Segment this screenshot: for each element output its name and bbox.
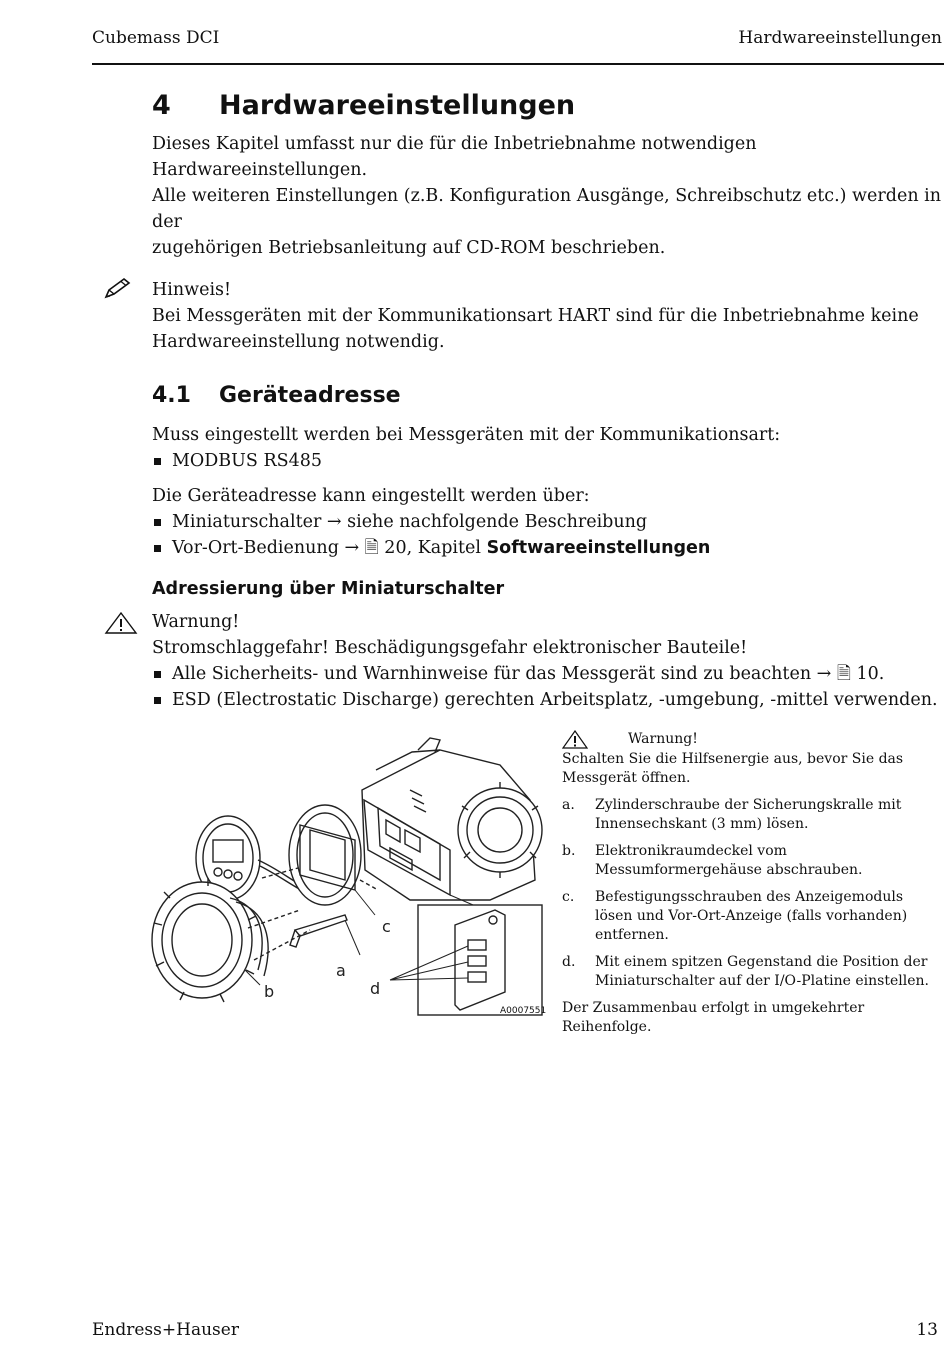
section-para-2: Die Geräteadresse kann eingestellt werden über: (152, 486, 590, 506)
subheading: Adressierung über Miniaturschalter (152, 579, 505, 599)
warning-heading: Warnung! (152, 612, 240, 632)
software-settings-ref: Softwareeinstellungen (486, 538, 711, 558)
step-label: d. (562, 954, 576, 970)
step-text: Befestigungsschrauben des Anzeigemoduls lösen und Vor-Ort-Anzeige (falls vorhanden) entfernen. (595, 889, 908, 943)
instruction-column (562, 730, 940, 1037)
header-product: Cubemass DCI (92, 28, 220, 48)
warning-line: Stromschlaggefahr! Beschädigungsgefahr elektronischer Bauteile! (152, 638, 748, 658)
list-item: Alle Sicherheits- und Warnhinweise für das Messgerät sind zu beachten → 🗎 10. (152, 661, 942, 687)
warning-triangle-icon (104, 611, 138, 639)
intro-line-2: Alle weiteren Einstellungen (z.B. Konfiguration Ausgänge, Schreibschutz etc.) werden in der (152, 186, 942, 232)
note-heading: Hinweis! (152, 280, 232, 300)
footer-brand: Endress+Hauser (92, 1320, 239, 1340)
step-label: c. (562, 889, 575, 905)
page-number: 13 (916, 1320, 938, 1340)
warning-list (152, 661, 942, 713)
steps-list (562, 796, 940, 991)
step-text: Mit einem spitzen Gegenstand die Position der Miniaturschalter auf der I/O-Platine einstellen. (595, 954, 929, 989)
list-item: ESD (Electrostatic Discharge) gerechten Arbeitsplatz, -umgebung, -mittel verwenden. (152, 687, 942, 713)
note-line-1: Bei Messgeräten mit der Kommunikationsart HART sind für die Inbetriebnahme keine (152, 306, 919, 326)
intro-line-3: zugehörigen Betriebsanleitung auf CD-ROM beschrieben. (152, 238, 666, 258)
step-item (562, 953, 940, 991)
side-warning-header (562, 730, 940, 750)
section-title (152, 383, 942, 408)
figure-label-d: d (370, 979, 381, 998)
main-content (152, 90, 942, 713)
closing-text: Der Zusammenbau erfolgt in umgekehrter Reihenfolge. (562, 1000, 865, 1035)
comm-list (152, 448, 942, 474)
pencil-icon (102, 277, 132, 303)
list-item (152, 535, 942, 561)
intro-line-1: Dieses Kapitel umfasst nur die für die Inbetriebnahme notwendigen Hardwareeinstellungen. (152, 134, 757, 180)
header-section: Hardwareeinstellungen (738, 28, 942, 48)
note-block (152, 277, 942, 355)
list-item-text: Vor-Ort-Bedienung → 🗎 20, Kapitel (172, 538, 487, 558)
section-para-1: Muss eingestellt werden bei Messgeräten mit der Kommunikationsart: (152, 425, 781, 445)
chapter-number: 4 (152, 90, 171, 121)
warning-triangle-icon (562, 730, 588, 756)
section-title-text: Geräteadresse (219, 383, 401, 408)
figure-label-a: a (336, 961, 346, 980)
side-warning-text: Schalten Sie die Hilfsenergie aus, bevor Sie das Messgerät öffnen. (562, 751, 904, 786)
step-text: Elektronikraumdeckel vom Messumformergehäuse abschrauben. (595, 843, 863, 878)
list-item: Miniaturschalter → siehe nachfolgende Beschreibung (152, 509, 942, 535)
step-item (562, 796, 940, 834)
step-text: Zylinderschraube der Sicherungskralle mit Innensechskant (3 mm) lösen. (595, 797, 902, 832)
side-warning-heading: Warnung! (628, 731, 698, 747)
step-label: a. (562, 797, 575, 813)
step-label: b. (562, 843, 576, 859)
step-item (562, 888, 940, 945)
exploded-view-figure (150, 730, 550, 1025)
figure-label-b: b (264, 982, 275, 1001)
note-line-2: Hardwareeinstellung notwendig. (152, 332, 445, 352)
chapter-title-text: Hardwareeinstellungen (219, 90, 576, 121)
chapter-title (152, 90, 942, 121)
list-item: MODBUS RS485 (152, 448, 942, 474)
step-item (562, 842, 940, 880)
figure-label-c: c (382, 917, 391, 936)
header-rule (92, 63, 944, 65)
section-number: 4.1 (152, 383, 191, 408)
address-method-list (152, 509, 942, 561)
warning-block (152, 609, 942, 713)
figure-code: A0007551 (500, 1006, 547, 1016)
